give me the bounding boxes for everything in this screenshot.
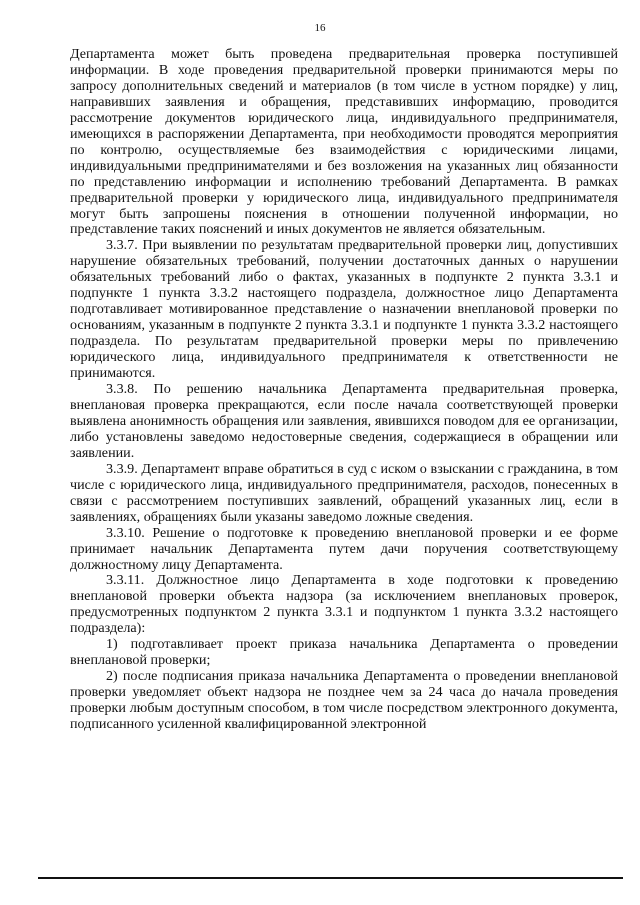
list-item-1: 1) подготавливает проект приказа начальника Департамента о проведении внеплановой проверки; xyxy=(70,636,618,669)
paragraph-continuation: Департамента может быть проведена предварительная проверка поступившей информации. В ходе проведения предварительной проверки принимаются меры по запросу дополнительных сведений и материалов (в том числе в устном порядке) у лиц, направивших заявления и обращения, представивших информацию, проводится рассмотрение документов юридического лица, индивидуального предпринимателя, имеющихся в распоряжении Департамента, при необходимости проводятся мероприятия по контролю, осуществляемые без взаимодействия с юридическими лицами, индивидуальными предпринимателями и без возложения на указанных лиц обязанности по представлению информации и исполнению требований Департамента. В рамках предварительной проверки у юридического лица, индивидуального предпринимателя могут быть запрошены пояснения в отношении полученной информации, но представление таких пояснений и иных документов не является обязательным. xyxy=(70,46,618,238)
paragraph-3-3-7: 3.3.7. При выявлении по результатам предварительной проверки лиц, допустивших нарушение обязательных требований, получении достаточных данных о нарушении обязательных требований либо о фактах, указанных в подпункте 2 пункта 3.3.1 и подпункте 1 пункта 3.3.2 настоящего подраздела, должностное лицо Департамента подготавливает мотивированное представление о назначении внеплановой проверки по основаниям, указанным в подпункте 2 пункта 3.3.1 и подпункте 1 пункта 3.3.2 настоящего подраздела. По результатам предварительной проверки меры по привлечению юридического лица, индивидуального предпринимателя к ответственности не принимаются. xyxy=(70,237,618,382)
document-body xyxy=(70,47,618,733)
paragraph-3-3-11: 3.3.11. Должностное лицо Департамента в ходе подготовки к проведению внеплановой проверки объекта надзора (за исключением внеплановых проверок, предусмотренных подпунктом 2 пункта 3.3.1 и подпунктом 1 пункта 3.3.2 настоящего подраздела): xyxy=(70,572,618,637)
list-item-2: 2) после подписания приказа начальника Департамента о проведении внеплановой проверки уведомляет объект надзора не позднее чем за 24 часа до начала проведения проверки любым доступным способом, в том числе посредством электронного документа, подписанного усиленной квалифицированной электронной xyxy=(70,668,618,733)
bottom-divider xyxy=(38,877,623,879)
page-number: 16 xyxy=(314,22,326,34)
paragraph-3-3-9: 3.3.9. Департамент вправе обратиться в суд с иском о взыскании с гражданина, в том числе с юридического лица, индивидуального предпринимателя, расходов, понесенных в связи с рассмотрением поступивших заявлений, обращений указанных лиц, если в заявлениях, обращениях были указаны заведомо ложные сведения. xyxy=(70,460,618,525)
paragraph-3-3-8: 3.3.8. По решению начальника Департамента предварительная проверка, внеплановая проверка прекращаются, если после начала соответствующей проверки выявлена анонимность обращения или заявления, явившихся поводом для ее организации, либо установлены заведомо недостоверные сведения, содержащиеся в обращении или заявлении. xyxy=(70,381,618,461)
paragraph-3-3-10: 3.3.10. Решение о подготовке к проведению внеплановой проверки и ее форме принимает начальник Департамента путем дачи поручения соответствующему должностному лицу Департамента. xyxy=(70,524,618,573)
